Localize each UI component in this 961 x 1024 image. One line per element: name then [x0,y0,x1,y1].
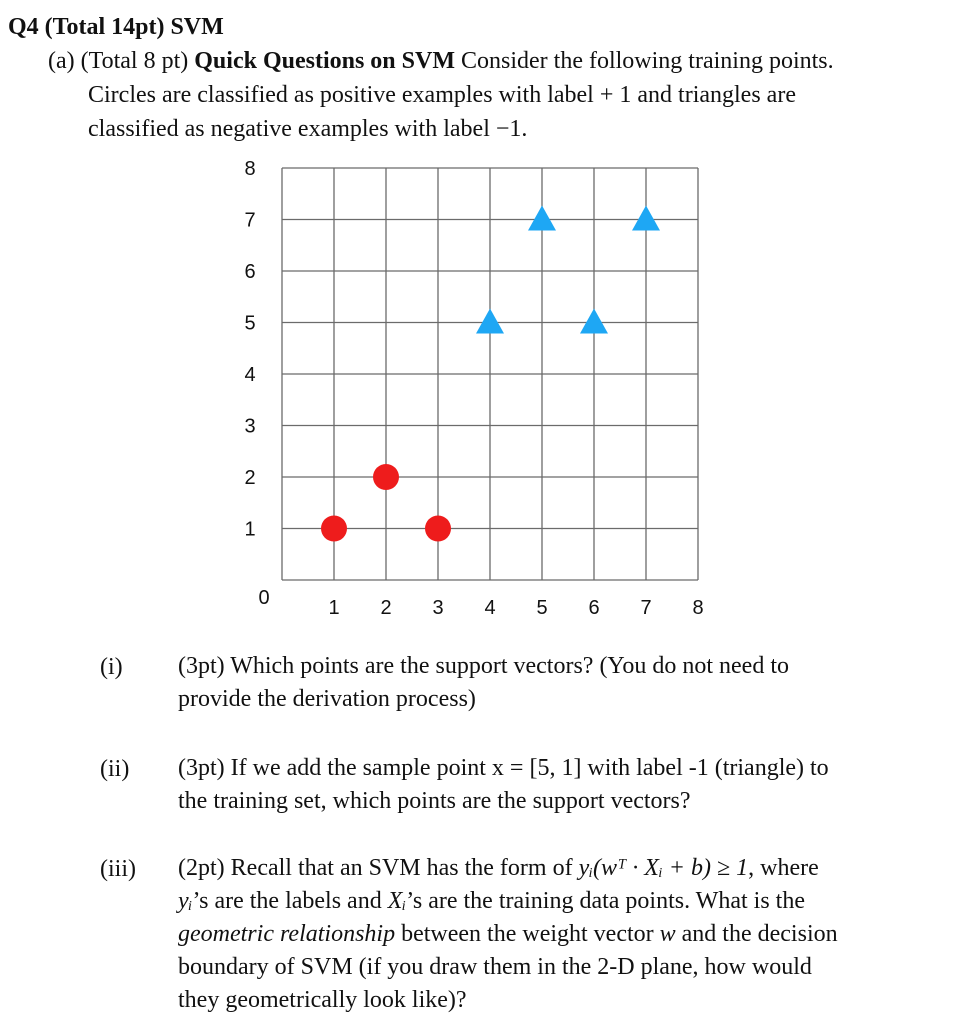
label-symbol: yᵢ [178,888,193,914]
y-tick-label-6: 6 [244,261,256,283]
subq-ii-line2: the training set, which points are the support vectors? [178,788,691,814]
subq-iii-l3-post: and the decision [681,921,838,947]
subq-i-text [178,650,938,716]
x-tick-label-4: 4 [484,597,496,619]
subq-ii-number: (ii) [100,756,130,782]
part-a-line3: classified as negative examples with label −1. [88,116,528,142]
negative-triangle-point-2 [580,309,608,334]
negative-triangle-point-1 [528,206,556,231]
x-tick-label-1: 1 [328,597,340,619]
negative-triangle-point-3 [632,206,660,231]
y-tick-label-3: 3 [244,415,256,438]
subq-iii-l2-d: ’s are the training data points. What is the [406,888,805,914]
subq-iii-line4: boundary of SVM (if you draw them in the 2-D plane, how would [178,954,812,980]
part-a-intro: Consider the following training points. [460,48,834,74]
weight-symbol: w [659,921,676,947]
subq-iii-number: (iii) [100,856,136,882]
y-tick-label-5: 5 [244,312,256,335]
subq-iii-l2-b: ’s are the labels and [192,888,382,914]
x-tick-label-5: 5 [536,597,548,619]
subq-iii-l1-pre: (2pt) Recall that an SVM has the form of [178,855,573,881]
x-tick-label-0: 0 [258,587,270,609]
part-a-line2: Circles are classified as positive examples with label + 1 and triangles are [88,82,796,108]
subq-ii-line1: (3pt) If we add the sample point x = [5, 1] with label -1 (triangle) to [178,755,829,781]
positive-circle-point-2 [425,516,451,542]
y-tick-label-1: 1 [244,518,256,541]
y-tick-label-2: 2 [244,467,256,489]
subq-ii-text [178,752,938,818]
part-a-heading: Quick Questions on SVM [194,48,455,74]
y-tick-labels [244,158,255,541]
x-tick-label-3: 3 [432,597,444,619]
negative-triangle-point-0 [476,309,504,334]
x-tick-label-2: 2 [380,597,392,619]
emphasis-geometric: geometric relationship [178,921,396,947]
positive-circle-point-1 [373,464,399,490]
x-tick-label-6: 6 [588,597,600,619]
subq-iii-line5: they geometrically look like)? [178,987,467,1013]
subq-iii-line3 [178,918,938,951]
x-tick-label-7: 7 [640,597,652,619]
subq-iii-l3-mid: between the weight vector [401,921,654,947]
y-tick-label-7: 7 [244,209,256,232]
svm-constraint-formula: yᵢ(wᵀ · Xᵢ + b) ≥ 1 [578,855,749,881]
part-a-prefix: (a) (Total 8 pt) [48,48,189,74]
subq-i-number: (i) [100,654,123,680]
subq-iii-text [178,852,938,1017]
question-title: Q4 (Total 14pt) SVM [8,14,224,40]
data-point-symbol: Xᵢ [387,888,407,914]
positive-circle-point-0 [321,516,347,542]
x-tick-labels [258,587,703,619]
subq-iii-l1-post: , where [748,855,819,881]
subq-iii-line2 [178,885,938,918]
y-tick-label-8: 8 [244,158,256,180]
y-tick-label-4: 4 [244,364,256,386]
subq-i-line2: provide the derivation process) [178,686,476,712]
subq-iii-line1 [178,852,938,885]
subq-i-line1: (3pt) Which points are the support vectors? (You do not need to [178,653,790,679]
x-tick-label-8: 8 [692,597,704,619]
